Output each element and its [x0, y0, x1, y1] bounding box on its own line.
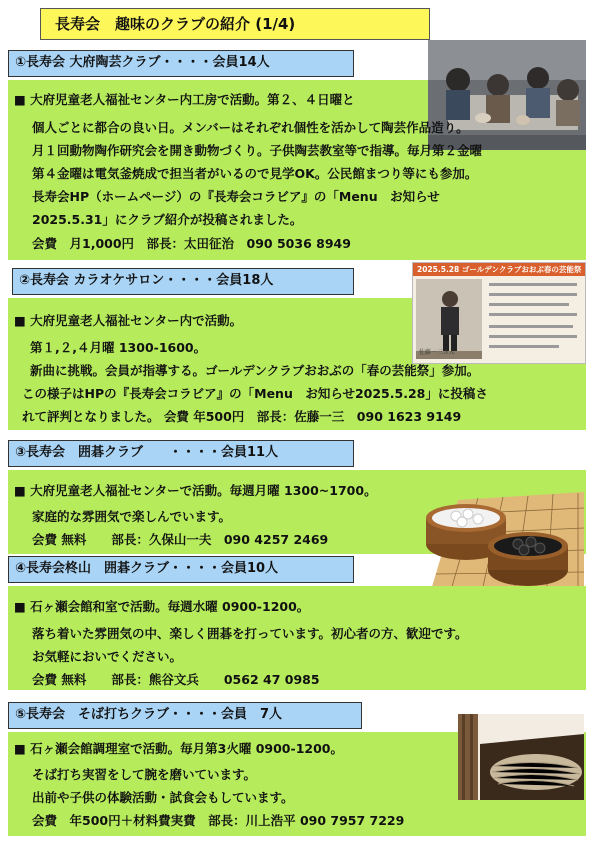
club-karaoke-line-2: 第１,２,４月曜 1300-1600。: [30, 340, 207, 355]
club-karaoke-line-5: れて評判となりました。 会費 年500円 部長：佐藤一三 090 1623 9149: [22, 409, 462, 424]
club-header-go-1: ③長寿会 囲碁クラブ ・・・・会員11人: [8, 440, 354, 467]
club-pottery-line-4: 第４金曜は電気釜焼成で担当者がいるので見学OK。公民館まつり等にも参加。: [32, 166, 478, 181]
club-pottery-line-1: ■ 大府児童老人福祉センター内工房で活動。第２、４日曜と: [14, 92, 355, 107]
club-go1-line-3: 会費 無料 部長：久保山一夫 090 4257 2469: [32, 532, 329, 547]
club-go1-line-2: 家庭的な雰囲気で楽しんでいます。: [32, 509, 232, 524]
club-go2-line-2: 落ち着いた雰囲気の中、楽しく囲碁を打っています。初心者の方、歓迎です。: [32, 626, 468, 641]
club-soba-line-4: 会費 年500円＋材料費実費 部長：川上浩平 090 7957 7229: [32, 813, 405, 828]
club-go1-line-1: ■ 大府児童老人福祉センターで活動。毎週月曜 1300~1700。: [14, 483, 377, 498]
go-stones-illustration: [418, 492, 584, 600]
club-pottery-line-5: 長寿会HP（ホームページ）の『長寿会コラビア』の「Menu お知らせ: [32, 189, 440, 204]
poster-heading: 2025.5.28 ゴールデンクラブおおぶ春の芸能祭: [417, 265, 582, 274]
club-pottery-line-6: 2025.5.31」にクラブ紹介が投稿されました。: [32, 212, 303, 227]
soba-noodles-photo: [458, 714, 584, 800]
club-header-karaoke: ②長寿会 カラオケサロン・・・・会員18人: [12, 268, 354, 295]
club-go2-line-1: ■ 石ヶ瀬会館和室で活動。毎週水曜 0900-1200。: [14, 599, 310, 614]
club-pottery-line-2: 個人ごとに都合の良い日。メンバーはそれぞれ個性を活かして陶芸作品造り。: [32, 120, 469, 135]
club-pottery-line-7: 会費 月1,000円 部長：太田征治 090 5036 8949: [32, 236, 351, 251]
karaoke-poster-photo: [412, 262, 586, 364]
club-karaoke-line-3: 新曲に挑戦。会員が指導する。ゴールデンクラブおおぶの「春の芸能祭」参加。: [30, 363, 480, 378]
club-soba-line-3: 出前や子供の体験活動・試食会もしています。: [32, 790, 294, 805]
club-header-pottery: ①長寿会 大府陶芸クラブ・・・・会員14人: [8, 50, 354, 77]
club-soba-line-2: そば打ち実習をして腕を磨いています。: [32, 767, 257, 782]
club-karaoke-line-4: この様子はHPの『長寿会コラビア』の「Menu お知らせ2025.5.28」に投稿さ: [22, 386, 488, 401]
club-header-soba: ⑤長寿会 そば打ちクラブ・・・・会員 7人: [8, 702, 362, 729]
club-pottery-line-3: 月１回動物陶作研究会を開き動物づくり。子供陶芸教室等で指導。毎月第２金曜: [32, 143, 483, 158]
club-header-go-2: ④長寿会柊山 囲碁クラブ・・・・会員10人: [8, 556, 354, 583]
club-go2-line-3: お気軽においでください。: [32, 649, 183, 664]
club-go2-line-4: 会費 無料 部長：熊谷文兵 0562 47 0985: [32, 672, 320, 687]
club-soba-line-1: ■ 石ヶ瀬会館調理室で活動。毎月第3火曜 0900-1200。: [14, 741, 343, 756]
club-karaoke-line-1: ■ 大府児童老人福祉センター内で活動。: [14, 313, 243, 328]
page-title: 長寿会 趣味のクラブの紹介 (1/4): [40, 8, 430, 40]
poster-caption: 佐藤一三さん: [419, 349, 456, 356]
